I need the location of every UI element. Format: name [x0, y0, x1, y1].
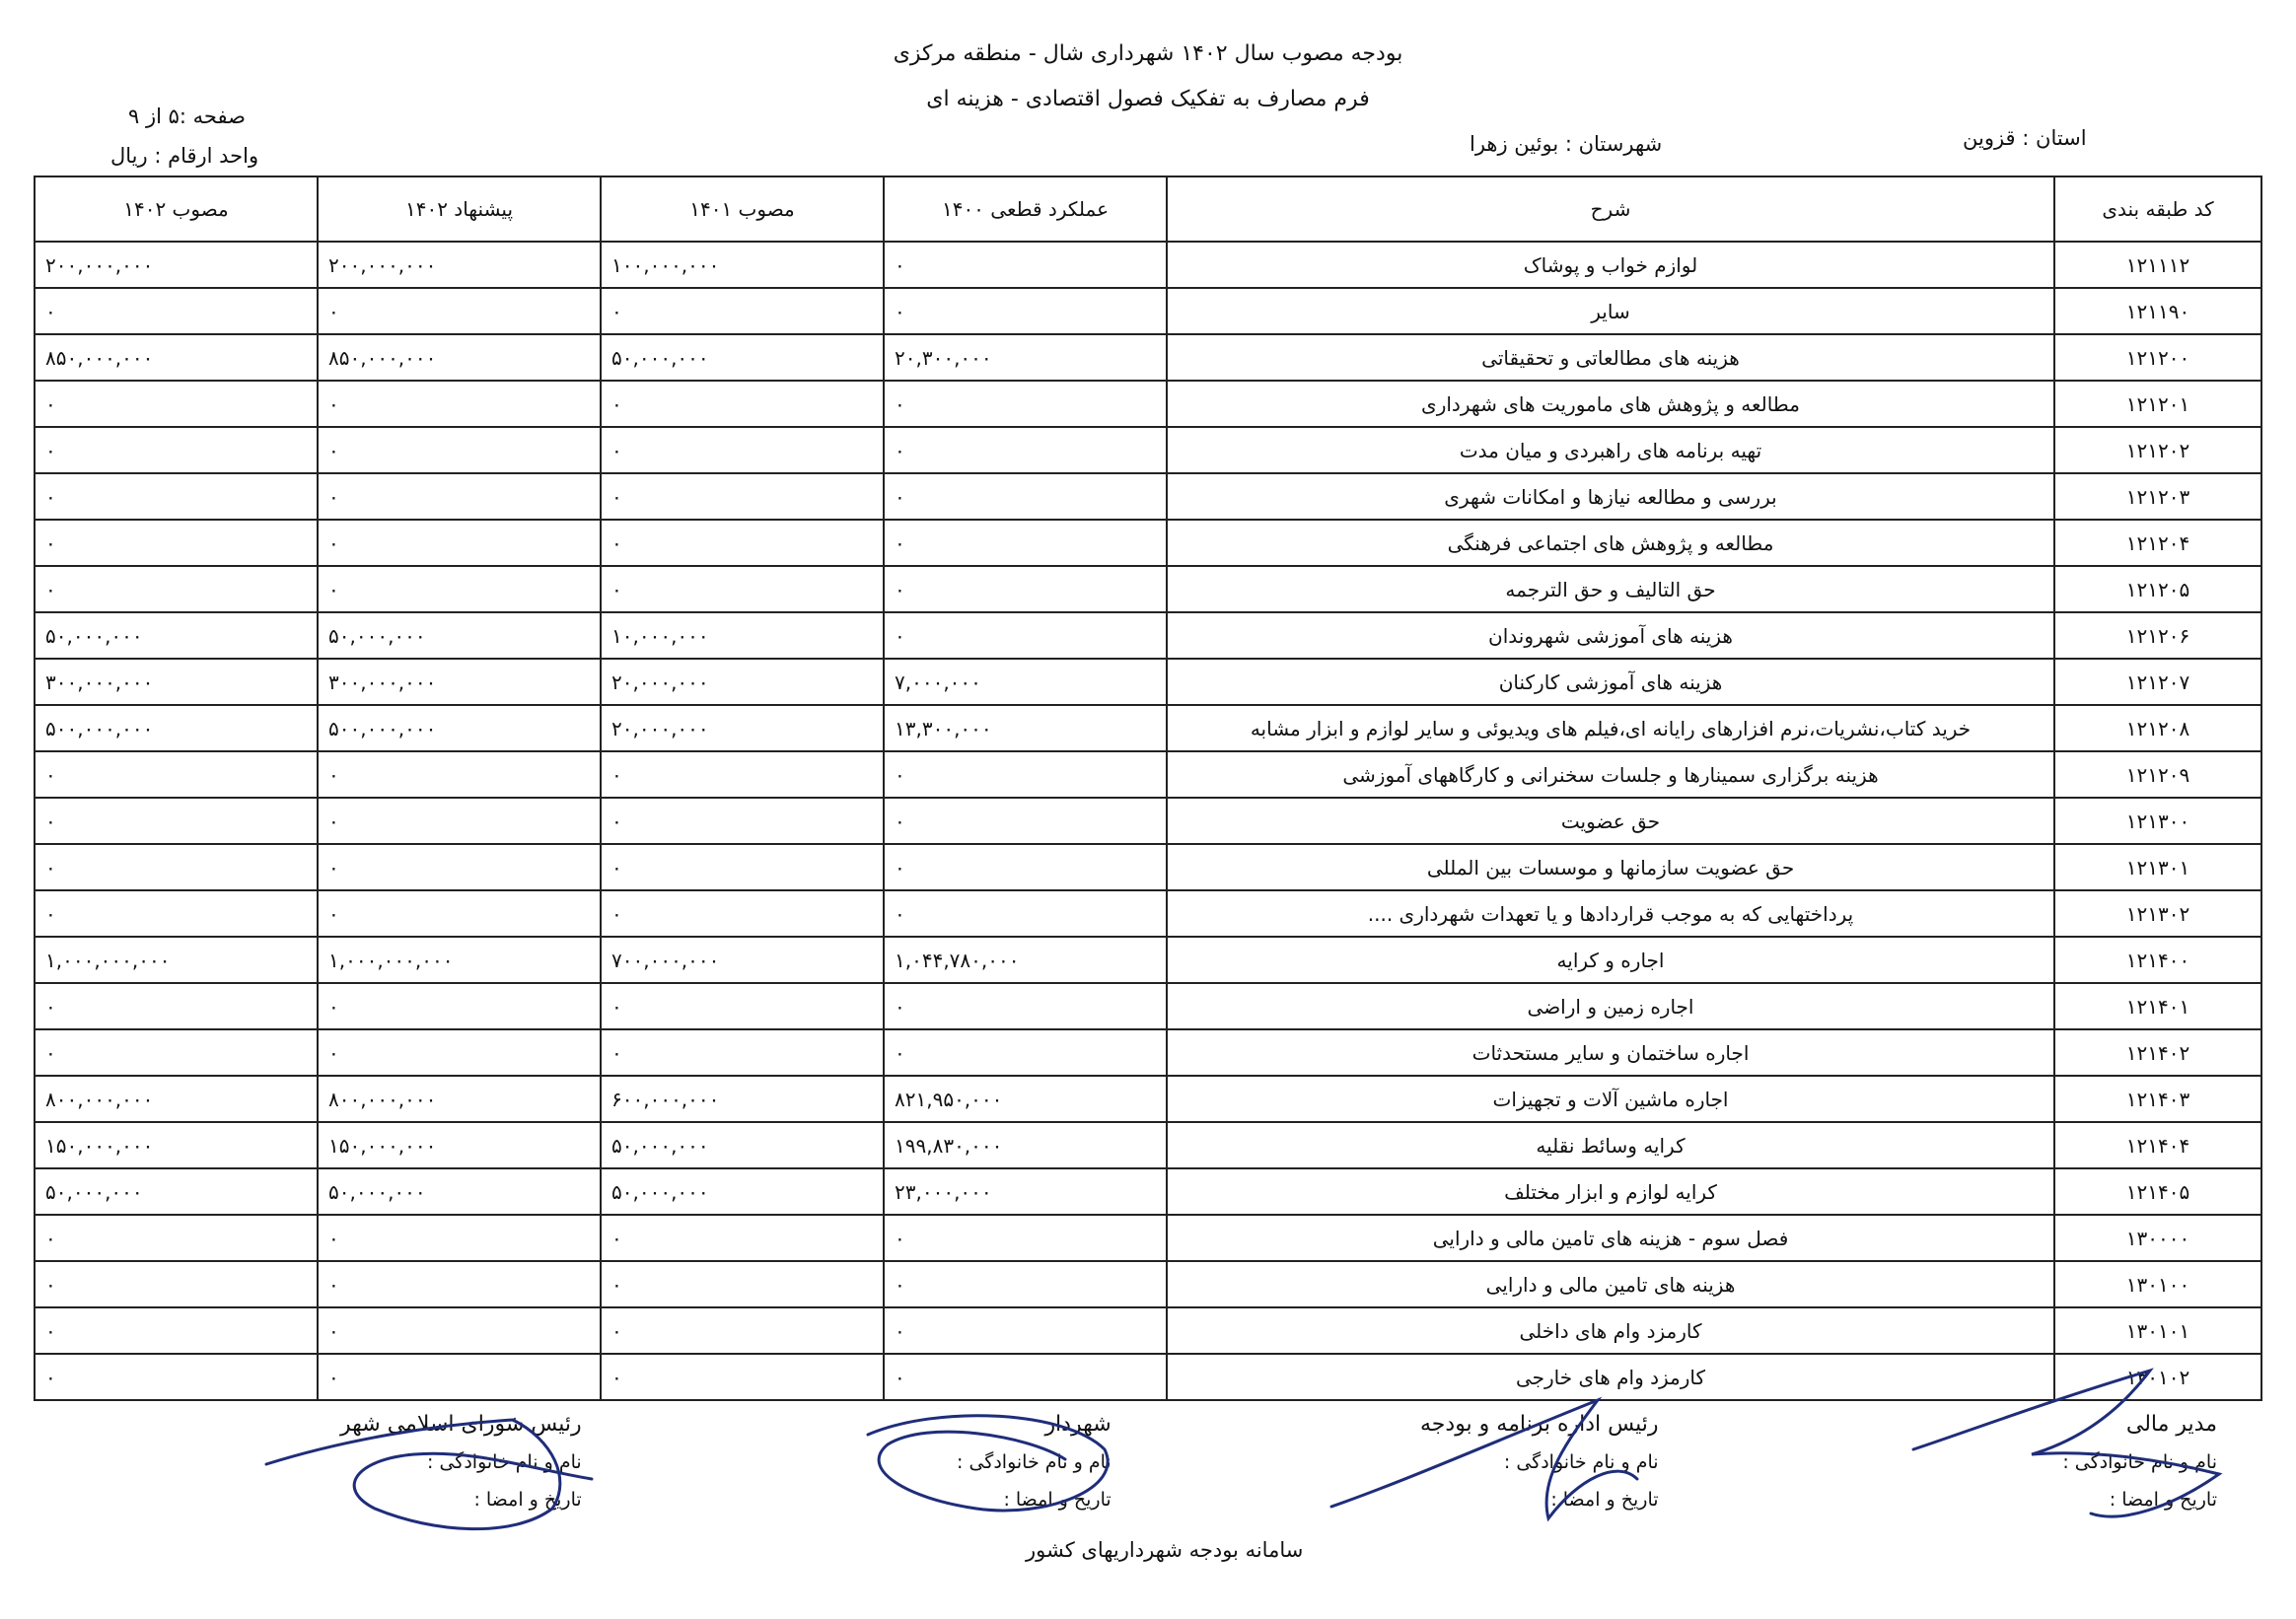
code-cell: ۱۲۱۴۰۵ [2054, 1168, 2261, 1215]
approved-1402-cell: ۰ [35, 1307, 318, 1354]
approved-1402-cell: ۰ [35, 890, 318, 937]
description-cell: کارمزد وام های خارجی [1167, 1354, 2054, 1400]
description-cell: کرایه وسائط نقلیه [1167, 1122, 2054, 1168]
signature-date-field: تاریخ و امضا : [2109, 1489, 2217, 1511]
header-actual-1400: عملکرد قطعی ۱۴۰۰ [884, 176, 1167, 242]
approved-1401-cell: ۰ [601, 983, 884, 1029]
table-header-row [35, 176, 2261, 242]
table-row [35, 983, 2261, 1029]
approved-1402-cell: ۰ [35, 520, 318, 566]
signature-role: مدیر مالی [2125, 1412, 2217, 1437]
budget-table [34, 176, 2262, 1401]
proposed-1402-cell: ۰ [318, 751, 601, 798]
approved-1401-cell: ۰ [601, 751, 884, 798]
code-cell: ۱۲۱۲۰۵ [2054, 566, 2261, 612]
actual-1400-cell: ۰ [884, 473, 1167, 520]
actual-1400-cell: ۰ [884, 427, 1167, 473]
proposed-1402-cell: ۰ [318, 473, 601, 520]
approved-1402-cell: ۰ [35, 566, 318, 612]
code-cell: ۱۳۰۱۰۰ [2054, 1261, 2261, 1307]
description-cell: اجاره زمین و اراضی [1167, 983, 2054, 1029]
header-proposed-1402: پیشنهاد ۱۴۰۲ [318, 176, 601, 242]
approved-1401-cell: ۱۰,۰۰۰,۰۰۰ [601, 612, 884, 659]
approved-1402-cell: ۵۰۰,۰۰۰,۰۰۰ [35, 705, 318, 751]
approved-1402-cell: ۰ [35, 288, 318, 334]
approved-1401-cell: ۰ [601, 1215, 884, 1261]
description-cell: هزینه های آموزشی شهروندان [1167, 612, 2054, 659]
description-cell: حق التالیف و حق الترجمه [1167, 566, 2054, 612]
table-row [35, 242, 2261, 288]
table-row [35, 381, 2261, 427]
form-subtitle: فرم مصارف به تفکیک فصول اقتصادی - هزینه ای [926, 87, 1370, 111]
approved-1401-cell: ۰ [601, 520, 884, 566]
code-cell: ۱۲۱۳۰۰ [2054, 798, 2261, 844]
code-cell: ۱۲۱۲۰۷ [2054, 659, 2261, 705]
approved-1402-cell: ۱,۰۰۰,۰۰۰,۰۰۰ [35, 937, 318, 983]
table-row [35, 798, 2261, 844]
signature-block-planning [1420, 1406, 1659, 1518]
actual-1400-cell: ۲۰,۳۰۰,۰۰۰ [884, 334, 1167, 381]
code-cell: ۱۲۱۲۰۱ [2054, 381, 2261, 427]
signature-name-field: نام و نام خانوادگی : [1503, 1451, 1659, 1473]
approved-1402-cell: ۸۵۰,۰۰۰,۰۰۰ [35, 334, 318, 381]
description-cell: اجاره ماشین آلات و تجهیزات [1167, 1076, 2054, 1122]
approved-1401-cell: ۰ [601, 566, 884, 612]
actual-1400-cell: ۰ [884, 520, 1167, 566]
signature-role: رئیس اداره برنامه و بودجه [1420, 1412, 1659, 1437]
table-row [35, 1122, 2261, 1168]
table-row [35, 844, 2261, 890]
description-cell: پرداختهایی که به موجب قراردادها و یا تعهدات شهرداری .... [1167, 890, 2054, 937]
approved-1402-cell: ۰ [35, 1029, 318, 1076]
table-row [35, 1076, 2261, 1122]
proposed-1402-cell: ۰ [318, 381, 601, 427]
proposed-1402-cell: ۵۰,۰۰۰,۰۰۰ [318, 1168, 601, 1215]
proposed-1402-cell: ۰ [318, 983, 601, 1029]
code-cell: ۱۲۱۳۰۲ [2054, 890, 2261, 937]
actual-1400-cell: ۰ [884, 890, 1167, 937]
table-row [35, 473, 2261, 520]
code-cell: ۱۲۱۲۰۹ [2054, 751, 2261, 798]
approved-1401-cell: ۰ [601, 1307, 884, 1354]
proposed-1402-cell: ۰ [318, 427, 601, 473]
code-cell: ۱۲۱۱۹۰ [2054, 288, 2261, 334]
description-cell: لوازم خواب و پوشاک [1167, 242, 2054, 288]
signature-block-mayor [957, 1406, 1112, 1518]
approved-1402-cell: ۰ [35, 381, 318, 427]
description-cell: خرید کتاب،نشریات،نرم افزارهای رایانه ای،فیلم های ویدیوئی و سایر لوازم و ابزار مشابه [1167, 705, 2054, 751]
code-cell: ۱۳۰۰۰۰ [2054, 1215, 2261, 1261]
table-row [35, 1029, 2261, 1076]
proposed-1402-cell: ۰ [318, 566, 601, 612]
system-name: سامانه بودجه شهرداریهای کشور [1026, 1538, 1304, 1562]
actual-1400-cell: ۰ [884, 566, 1167, 612]
approved-1401-cell: ۰ [601, 798, 884, 844]
code-cell: ۱۲۱۲۰۰ [2054, 334, 2261, 381]
approved-1402-cell: ۰ [35, 1354, 318, 1400]
header-approved-1401: مصوب ۱۴۰۱ [601, 176, 884, 242]
signature-name-field: نام و نام خانوادگی : [2062, 1451, 2217, 1473]
proposed-1402-cell: ۵۰,۰۰۰,۰۰۰ [318, 612, 601, 659]
code-cell: ۱۲۱۲۰۸ [2054, 705, 2261, 751]
approved-1401-cell: ۰ [601, 1261, 884, 1307]
code-cell: ۱۲۱۴۰۲ [2054, 1029, 2261, 1076]
proposed-1402-cell: ۰ [318, 1307, 601, 1354]
description-cell: اجاره و کرایه [1167, 937, 2054, 983]
code-cell: ۱۲۱۴۰۳ [2054, 1076, 2261, 1122]
approved-1402-cell: ۰ [35, 751, 318, 798]
approved-1401-cell: ۵۰,۰۰۰,۰۰۰ [601, 334, 884, 381]
signature-block-finance [2062, 1406, 2217, 1518]
approved-1402-cell: ۸۰۰,۰۰۰,۰۰۰ [35, 1076, 318, 1122]
table-row [35, 1307, 2261, 1354]
signature-date-field: تاریخ و امضا : [473, 1489, 582, 1511]
approved-1401-cell: ۰ [601, 473, 884, 520]
approved-1402-cell: ۰ [35, 427, 318, 473]
description-cell: بررسی و مطالعه نیازها و امکانات شهری [1167, 473, 2054, 520]
description-cell: هزینه های آموزشی کارکنان [1167, 659, 2054, 705]
proposed-1402-cell: ۱۵۰,۰۰۰,۰۰۰ [318, 1122, 601, 1168]
description-cell: تهیه برنامه های راهبردی و میان مدت [1167, 427, 2054, 473]
proposed-1402-cell: ۰ [318, 844, 601, 890]
signature-role: رئیس شورای اسلامی شهر [340, 1412, 582, 1437]
code-cell: ۱۲۱۲۰۶ [2054, 612, 2261, 659]
table-row [35, 1168, 2261, 1215]
approved-1401-cell: ۲۰,۰۰۰,۰۰۰ [601, 659, 884, 705]
description-cell: هزینه های مطالعاتی و تحقیقاتی [1167, 334, 2054, 381]
proposed-1402-cell: ۲۰۰,۰۰۰,۰۰۰ [318, 242, 601, 288]
description-cell: هزینه برگزاری سمینارها و جلسات سخنرانی و کارگاههای آموزشی [1167, 751, 2054, 798]
proposed-1402-cell: ۵۰۰,۰۰۰,۰۰۰ [318, 705, 601, 751]
actual-1400-cell: ۰ [884, 612, 1167, 659]
proposed-1402-cell: ۰ [318, 1215, 601, 1261]
table-row [35, 937, 2261, 983]
approved-1402-cell: ۵۰,۰۰۰,۰۰۰ [35, 612, 318, 659]
actual-1400-cell: ۰ [884, 751, 1167, 798]
proposed-1402-cell: ۰ [318, 890, 601, 937]
approved-1402-cell: ۳۰۰,۰۰۰,۰۰۰ [35, 659, 318, 705]
code-cell: ۱۲۱۳۰۱ [2054, 844, 2261, 890]
approved-1402-cell: ۱۵۰,۰۰۰,۰۰۰ [35, 1122, 318, 1168]
code-cell: ۱۲۱۲۰۲ [2054, 427, 2261, 473]
actual-1400-cell: ۲۳,۰۰۰,۰۰۰ [884, 1168, 1167, 1215]
approved-1401-cell: ۰ [601, 890, 884, 937]
actual-1400-cell: ۰ [884, 381, 1167, 427]
approved-1401-cell: ۷۰۰,۰۰۰,۰۰۰ [601, 937, 884, 983]
actual-1400-cell: ۰ [884, 1029, 1167, 1076]
approved-1401-cell: ۰ [601, 844, 884, 890]
table-row [35, 520, 2261, 566]
approved-1401-cell: ۲۰,۰۰۰,۰۰۰ [601, 705, 884, 751]
description-cell: مطالعه و پژوهش های اجتماعی فرهنگی [1167, 520, 2054, 566]
proposed-1402-cell: ۱,۰۰۰,۰۰۰,۰۰۰ [318, 937, 601, 983]
approved-1402-cell: ۲۰۰,۰۰۰,۰۰۰ [35, 242, 318, 288]
code-cell: ۱۲۱۴۰۴ [2054, 1122, 2261, 1168]
proposed-1402-cell: ۰ [318, 520, 601, 566]
code-cell: ۱۲۱۲۰۳ [2054, 473, 2261, 520]
table-row [35, 334, 2261, 381]
proposed-1402-cell: ۰ [318, 1261, 601, 1307]
description-cell: هزینه های تامین مالی و دارایی [1167, 1261, 2054, 1307]
approved-1401-cell: ۰ [601, 381, 884, 427]
county-label: شهرستان : بوئین زهرا [1470, 132, 1663, 156]
actual-1400-cell: ۰ [884, 1307, 1167, 1354]
code-cell: ۱۲۱۴۰۰ [2054, 937, 2261, 983]
proposed-1402-cell: ۰ [318, 1354, 601, 1400]
description-cell: فصل سوم - هزینه های تامین مالی و دارایی [1167, 1215, 2054, 1261]
description-cell: حق عضویت سازمانها و موسسات بین المللی [1167, 844, 2054, 890]
actual-1400-cell: ۱۳,۳۰۰,۰۰۰ [884, 705, 1167, 751]
approved-1401-cell: ۰ [601, 427, 884, 473]
code-cell: ۱۲۱۱۱۲ [2054, 242, 2261, 288]
description-cell: کرایه لوازم و ابزار مختلف [1167, 1168, 2054, 1215]
signature-name-field: نام و نام خانوادگی : [427, 1451, 582, 1473]
header-approved-1402: مصوب ۱۴۰۲ [35, 176, 318, 242]
proposed-1402-cell: ۸۰۰,۰۰۰,۰۰۰ [318, 1076, 601, 1122]
approved-1401-cell: ۶۰۰,۰۰۰,۰۰۰ [601, 1076, 884, 1122]
form-title: بودجه مصوب سال ۱۴۰۲ شهرداری شال - منطقه مرکزی [893, 41, 1403, 66]
approved-1402-cell: ۰ [35, 844, 318, 890]
code-cell: ۱۲۱۲۰۴ [2054, 520, 2261, 566]
table-row [35, 751, 2261, 798]
proposed-1402-cell: ۰ [318, 798, 601, 844]
approved-1401-cell: ۰ [601, 1354, 884, 1400]
unit-label: واحد ارقام : ریال [110, 144, 259, 168]
table-row [35, 566, 2261, 612]
header-code: کد طبقه بندی [2054, 176, 2261, 242]
table-row [35, 612, 2261, 659]
description-cell: کارمزد وام های داخلی [1167, 1307, 2054, 1354]
approved-1402-cell: ۰ [35, 1261, 318, 1307]
approved-1401-cell: ۰ [601, 1029, 884, 1076]
approved-1401-cell: ۵۰,۰۰۰,۰۰۰ [601, 1122, 884, 1168]
table-row [35, 1215, 2261, 1261]
table-row [35, 1261, 2261, 1307]
actual-1400-cell: ۰ [884, 1261, 1167, 1307]
proposed-1402-cell: ۳۰۰,۰۰۰,۰۰۰ [318, 659, 601, 705]
description-cell: سایر [1167, 288, 2054, 334]
table-row [35, 1354, 2261, 1400]
approved-1402-cell: ۰ [35, 1215, 318, 1261]
actual-1400-cell: ۰ [884, 288, 1167, 334]
actual-1400-cell: ۰ [884, 983, 1167, 1029]
code-cell: ۱۳۰۱۰۱ [2054, 1307, 2261, 1354]
approved-1401-cell: ۰ [601, 288, 884, 334]
signature-role: شهردار [1044, 1412, 1112, 1437]
signature-block-council [340, 1406, 582, 1518]
signature-date-field: تاریخ و امضا : [1003, 1489, 1112, 1511]
table-row [35, 890, 2261, 937]
description-cell: حق عضویت [1167, 798, 2054, 844]
proposed-1402-cell: ۸۵۰,۰۰۰,۰۰۰ [318, 334, 601, 381]
table-row [35, 427, 2261, 473]
signature-name-field: نام و نام خانوادگی : [957, 1451, 1112, 1473]
actual-1400-cell: ۱,۰۴۴,۷۸۰,۰۰۰ [884, 937, 1167, 983]
actual-1400-cell: ۷,۰۰۰,۰۰۰ [884, 659, 1167, 705]
table-row [35, 288, 2261, 334]
actual-1400-cell: ۰ [884, 1354, 1167, 1400]
proposed-1402-cell: ۰ [318, 288, 601, 334]
actual-1400-cell: ۰ [884, 798, 1167, 844]
proposed-1402-cell: ۰ [318, 1029, 601, 1076]
approved-1402-cell: ۰ [35, 473, 318, 520]
actual-1400-cell: ۰ [884, 1215, 1167, 1261]
approved-1401-cell: ۵۰,۰۰۰,۰۰۰ [601, 1168, 884, 1215]
actual-1400-cell: ۰ [884, 844, 1167, 890]
code-cell: ۱۲۱۴۰۱ [2054, 983, 2261, 1029]
actual-1400-cell: ۸۲۱,۹۵۰,۰۰۰ [884, 1076, 1167, 1122]
header-description: شرح [1167, 176, 2054, 242]
actual-1400-cell: ۰ [884, 242, 1167, 288]
description-cell: مطالعه و پژوهش های ماموریت های شهرداری [1167, 381, 2054, 427]
table-row [35, 705, 2261, 751]
actual-1400-cell: ۱۹۹,۸۳۰,۰۰۰ [884, 1122, 1167, 1168]
description-cell: اجاره ساختمان و سایر مستحدثات [1167, 1029, 2054, 1076]
approved-1402-cell: ۰ [35, 983, 318, 1029]
province-label: استان : قزوین [1963, 126, 2087, 150]
code-cell: ۱۳۰۱۰۲ [2054, 1354, 2261, 1400]
approved-1402-cell: ۵۰,۰۰۰,۰۰۰ [35, 1168, 318, 1215]
page-number: صفحه :۵ از ۹ [128, 105, 246, 128]
table-row [35, 659, 2261, 705]
signature-date-field: تاریخ و امضا : [1550, 1489, 1659, 1511]
approved-1402-cell: ۰ [35, 798, 318, 844]
approved-1401-cell: ۱۰۰,۰۰۰,۰۰۰ [601, 242, 884, 288]
